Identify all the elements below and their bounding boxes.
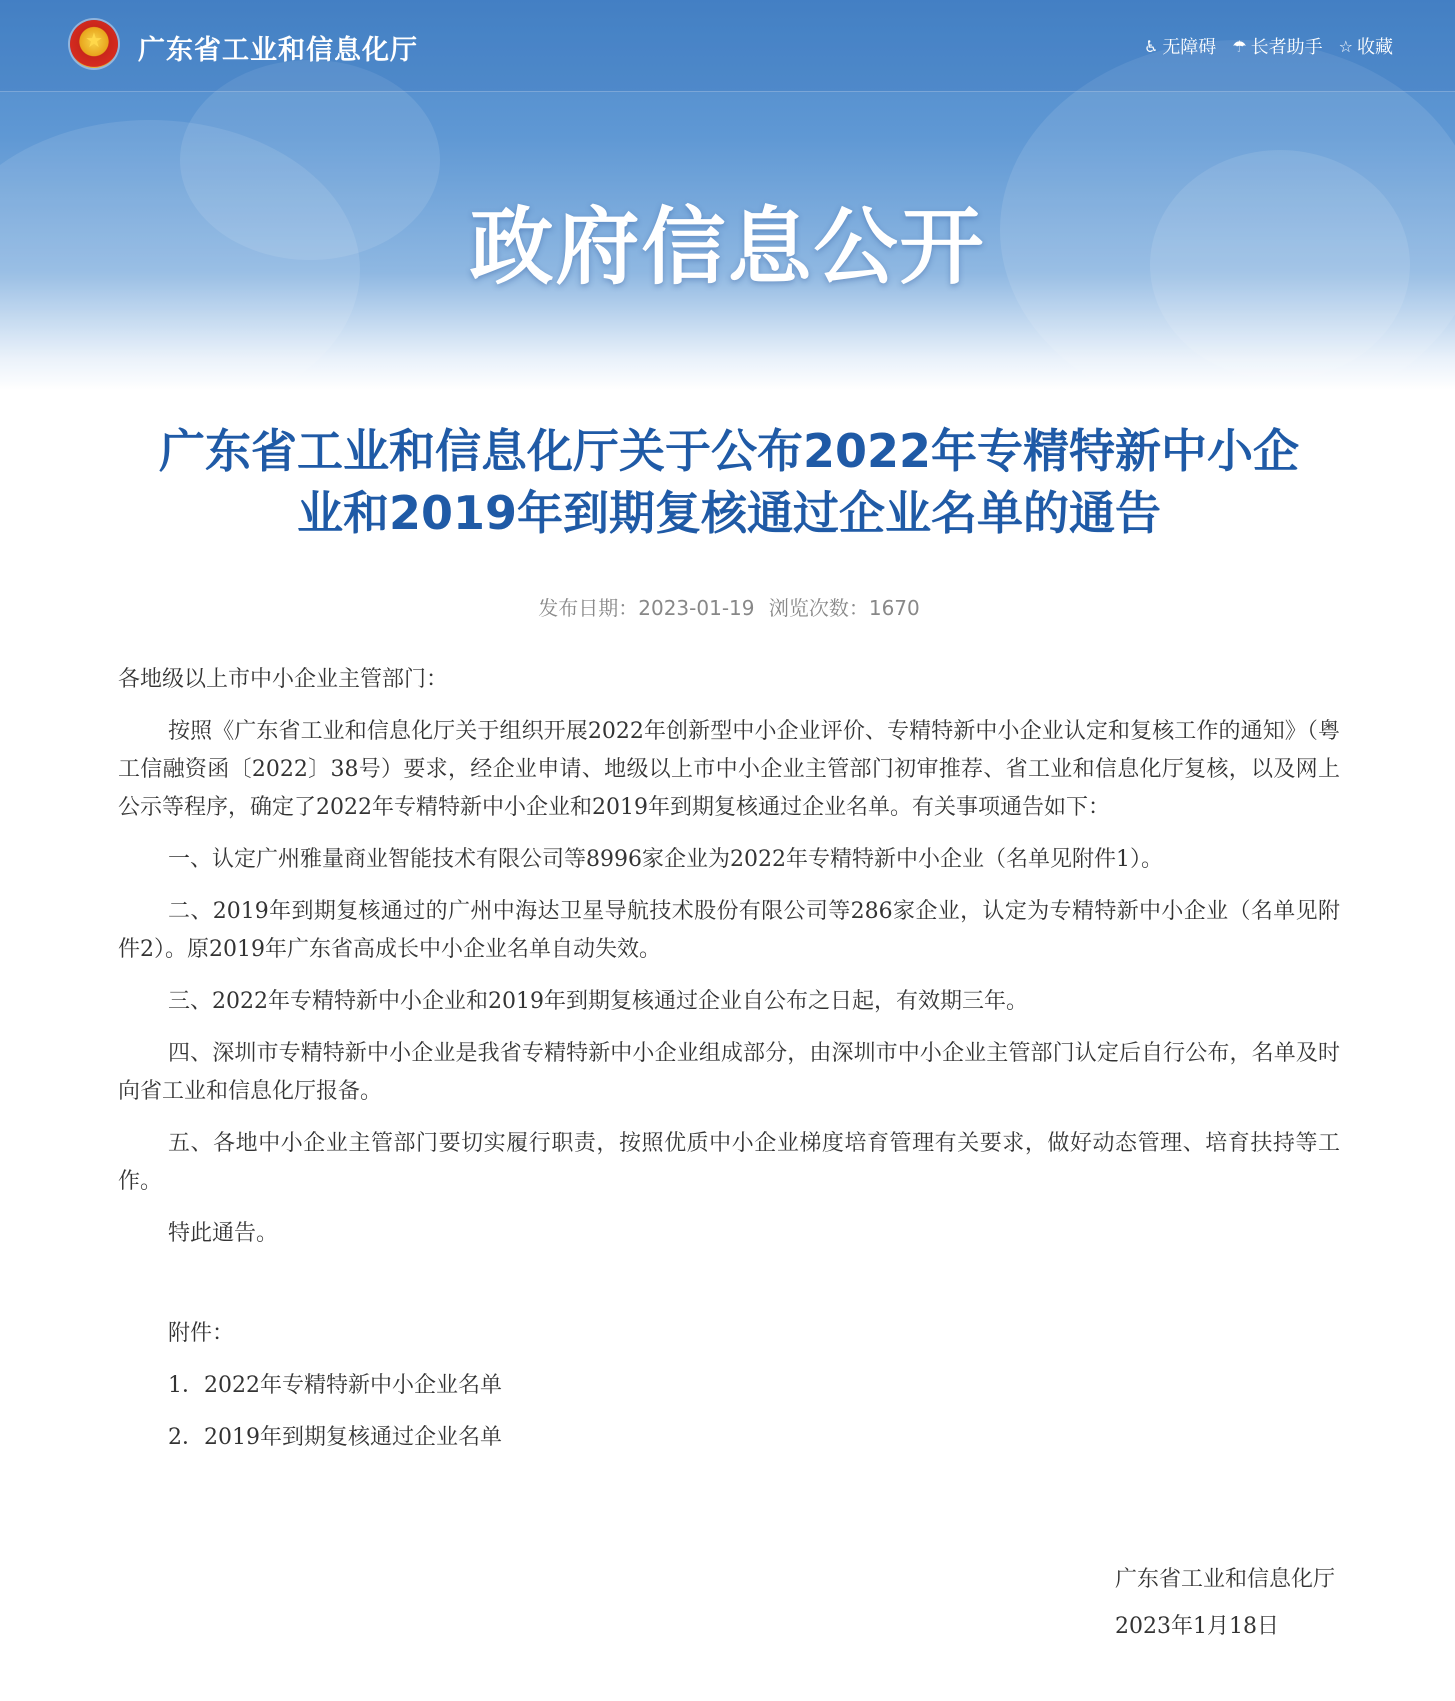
site-name[interactable]: 广东省工业和信息化厅 <box>138 35 418 66</box>
accessibility-button[interactable] <box>1144 33 1216 59</box>
banner-title: 政府信息公开 <box>469 198 986 296</box>
salutation: 各地级以上市中小企业主管部门： <box>118 667 449 692</box>
signature-date: 2023年1月18日 <box>1114 1614 1279 1639</box>
paragraph: 一、认定广州雅量商业智能技术有限公司等8996家企业为2022年专精特新中小企业（名单见附件1）。 <box>168 847 1163 872</box>
star-icon: ☆ <box>1338 36 1353 56</box>
signature-org: 广东省工业和信息化厅 <box>1114 1567 1335 1592</box>
publish-date: 发布日期：2023-01-19 <box>538 596 755 620</box>
elder-assistant-button[interactable] <box>1232 33 1322 59</box>
wheelchair-icon: ♿ <box>1143 36 1159 56</box>
paragraph: 按照《广东省工业和信息化厅关于组织开展2022年创新型中小企业评价、专精特新中小企业认定和复核工作的通知》（粤工信融资函〔2022〕38号）要求，经企业申请、地级以上市中小企业主管部门初审推荐、省工业和信息化厅复核，以及网上公示等程序，确定了2022年专精特新中小企业和2019年到期复核通过企业名单。有关事项通告如下： <box>118 719 1340 820</box>
attachments-label: 附件： <box>168 1321 235 1346</box>
article-title <box>118 420 1340 544</box>
paragraph: 三、2022年专精特新中小企业和2019年到期复核通过企业自公布之日起，有效期三年。 <box>168 989 1028 1014</box>
article-body <box>118 661 1340 1457</box>
paragraph: 四、深圳市专精特新中小企业是我省专精特新中小企业组成部分，由深圳市中小企业主管部门认定后自行公布，名单及时向省工业和信息化厅报备。 <box>118 1041 1340 1104</box>
article-title-line2: 业和2019年到期复核通过企业名单的通告 <box>296 486 1162 540</box>
elder-assistant-label: 长者助手 <box>1250 37 1323 58</box>
header-tools <box>1144 33 1393 59</box>
attachment-link-2[interactable]: 2．2019年到期复核通过企业名单 <box>168 1425 502 1450</box>
paragraph: 五、各地中小企业主管部门要切实履行职责，按照优质中小企业梯度培育管理有关要求，做好动态管理、培育扶持等工作。 <box>118 1131 1340 1194</box>
article-meta <box>118 592 1340 621</box>
header-banner <box>0 0 1455 390</box>
spacer <box>118 1267 1340 1315</box>
top-bar <box>0 0 1455 92</box>
signature <box>1115 1562 1335 1640</box>
national-emblem-icon[interactable] <box>70 20 118 68</box>
accessibility-label: 无障碍 <box>1162 37 1217 58</box>
favorite-button[interactable] <box>1339 33 1393 59</box>
attachment-link-1[interactable]: 1．2022年专精特新中小企业名单 <box>168 1373 502 1398</box>
article-title-line1: 广东省工业和信息化厅关于公布2022年专精特新中小企 <box>158 424 1300 478</box>
paragraph: 二、2019年到期复核通过的广州中海达卫星导航技术股份有限公司等286家企业，认定为专精特新中小企业（名单见附件2）。原2019年广东省高成长中小企业名单自动失效。 <box>118 899 1340 962</box>
article <box>118 420 1340 1471</box>
favorite-label: 收藏 <box>1357 37 1393 58</box>
closing-line: 特此通告。 <box>168 1221 279 1246</box>
view-count: 浏览次数：1670 <box>768 596 920 620</box>
elder-icon: ☂ <box>1232 36 1247 56</box>
